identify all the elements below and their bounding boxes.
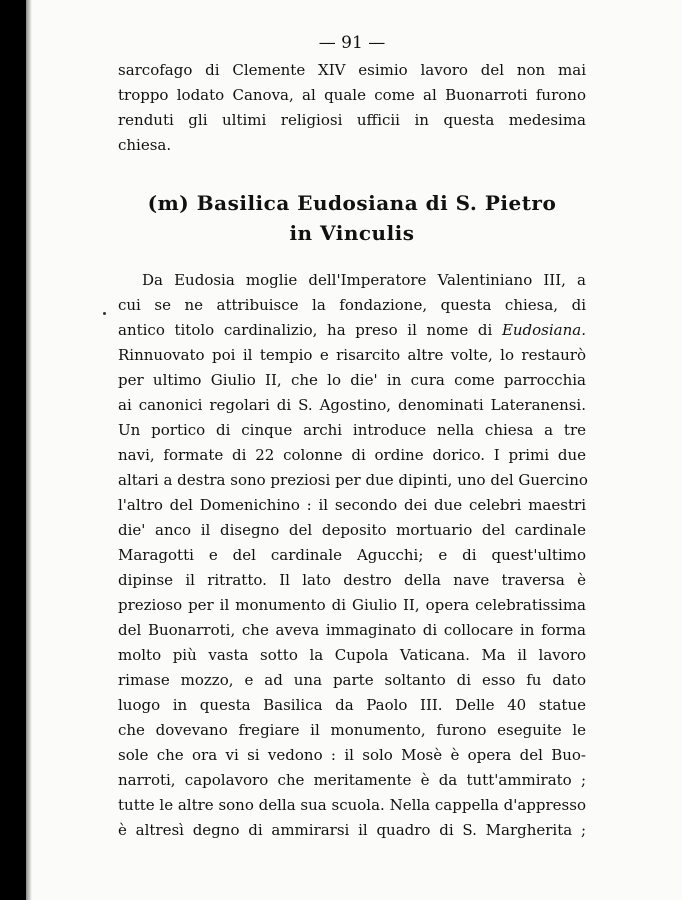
text-line: sole che ora vi si vedono : il solo Mosè è opera del Buo-: [118, 746, 586, 764]
text-line: chiesa.: [118, 136, 172, 154]
text-line: luogo in questa Basilica da Paolo III. Delle 40 statue: [118, 696, 586, 714]
text-line: Rinnuovato poi il tempio e risarcito altre volte, lo restaurò: [118, 346, 586, 364]
italic-name: Eudosiana.: [501, 321, 586, 339]
text-line: altari a destra sono preziosi per due dipinti, uno del Guercino: [118, 471, 588, 489]
text-line: Maragotti e del cardinale Agucchi; e di quest'ultimo: [118, 546, 586, 564]
text-line: del Buonarroti, che aveva immaginato di collocare in forma: [118, 621, 586, 639]
text-line: die' anco il disegno del deposito mortuario del cardinale: [118, 521, 586, 539]
text-line: renduti gli ultimi religiosi ufficii in questa medesima: [118, 111, 586, 129]
text-line: che dovevano fregiare il monumento, furono eseguite le: [118, 721, 586, 739]
ink-speck: [103, 312, 106, 315]
text-line: narroti, capolavoro che meritamente è da tutt'ammirato ;: [118, 771, 586, 789]
text-line: l'altro del Domenichino : il secondo dei due celebri maestri: [118, 496, 586, 514]
section-heading-continued: in Vinculis: [289, 221, 415, 245]
text-line: dipinse il ritratto. Il lato destro della nave traversa è: [118, 571, 586, 589]
text-line: Da Eudosia moglie dell'Imperatore Valentiniano III, a: [142, 271, 586, 289]
text-line: [118, 318, 586, 343]
text-line: navi, formate di 22 colonne di ordine dorico. I primi due: [118, 446, 586, 464]
text-line: è altresì degno di ammirarsi il quadro di S. Margherita ;: [118, 821, 586, 839]
spine-shadow: [26, 0, 32, 900]
text-line: ai canonici regolari di S. Agostino, denominati Lateranensi.: [118, 396, 586, 414]
book-spine: [0, 0, 26, 900]
text-line: prezioso per il monumento di Giulio II, opera celebratissima: [118, 596, 586, 614]
text-line: troppo lodato Canova, al quale come al Buonarroti furono: [118, 86, 586, 104]
section-heading: (m) Basilica Eudosiana di S. Pietro: [147, 191, 557, 215]
text-line: rimase mozzo, e ad una parte soltanto di esso fu dato: [118, 671, 586, 689]
text-span: antico titolo cardinalizio, ha preso il nome di: [118, 321, 493, 339]
page-number: — 91 —: [318, 33, 386, 53]
text-line: molto più vasta sotto la Cupola Vaticana. Ma il lavoro: [118, 646, 586, 664]
text-line: sarcofago di Clemente XIV esimio lavoro del non mai: [118, 61, 586, 79]
text-line: per ultimo Giulio II, che lo die' in cura come parrocchia: [118, 371, 586, 389]
text-line: cui se ne attribuisce la fondazione, questa chiesa, di: [118, 296, 586, 314]
text-line: Un portico di cinque archi introduce nella chiesa a tre: [118, 421, 586, 439]
page-text: [118, 30, 586, 843]
text-line: tutte le altre sono della sua scuola. Nella cappella d'appresso: [118, 796, 586, 814]
